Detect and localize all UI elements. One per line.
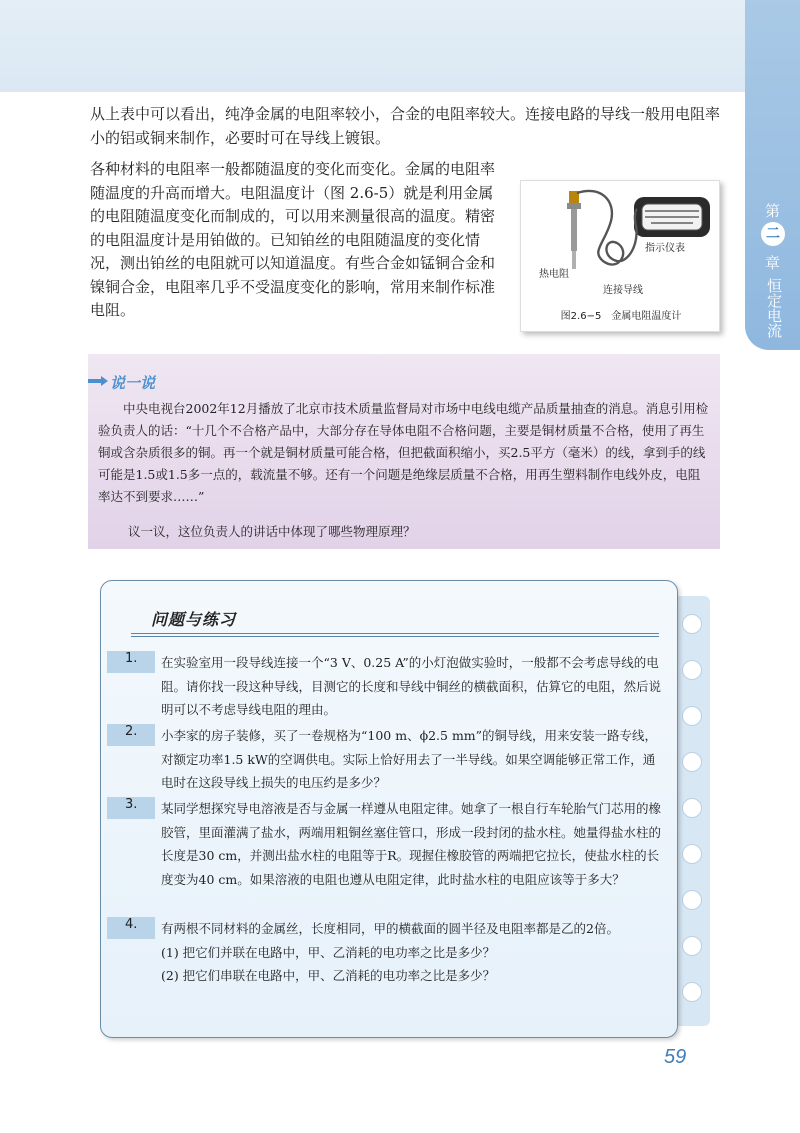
header-band [0,0,745,92]
ring-icon [682,752,702,772]
chapter-number: 二 [761,222,785,246]
label-wire: 连接导线 [603,285,643,296]
chapter-suffix: 章 [764,254,780,272]
ring-icon [682,936,702,956]
paragraph-2: 各种材料的电阻率一般都随温度的变化而变化。金属的电阻率随温度的升高而增大。电阻温度计（图 2.6-5）就是利用金属的电阻随温度变化而制成的，可以用来测量很高的温度。精密的电阻温度计是用铂做的。已知铂丝的电阻随温度的变化情况，测出铂丝的电阻就可以知道温度。有些合金如锰铜合金和镍铜合金，电阻率几乎不受温度变化的影响，常用来制作标准电阻。 [90,160,496,319]
label-meter: 指示仪表 [645,243,685,254]
exercise-title: 问题与练习 [151,610,237,629]
chapter-prefix: 第 [764,202,780,220]
talk-text: 中央电视台2002年12月播放了北京市技术质量监督局对市场中电线电缆产品质量抽查的消息。消息引用检验负责人的话：“十几个不合格产品中，大部分存在导体电阻不合格问题，主要是铜材质量不合格，使用了再生铜或含杂质很多的铜。再一个就是铜材质量可能合格，但把截面积缩小，买2.5平方（毫米）的线，拿到手的线可能是1.5或1.5多一点的，载流量不够。还有一个问题是绝缘层质量不合格，用再生塑料制作电线外皮，电阻率达不到要求……” [98,401,709,504]
question-text: 某同学想探究导电溶液是否与金属一样遵从电阻定律。她拿了一根自行车轮胎气门芯用的橡胶管，里面灌满了盐水，两端用粗铜丝塞住管口，形成一段封闭的盐水柱。她量得盐水柱的长度是30 cm，并测出盐水柱的电阻等于R。现握住橡胶管的两端把它拉长，使盐水柱的长度变为40 cm。如果溶液的电阻也遵从电阻定律，此时盐水柱的电阻应该等于多大？ [161,801,662,887]
title-rule [131,633,659,637]
question-number: 3. [125,797,138,812]
question-number: 2. [125,724,138,739]
paragraph-1: 从上表中可以看出，纯净金属的电阻率较小，合金的电阻率较大。连接电路的导线一般用电阻率小的铝或铜来制作，必要时可在导线上镀银。 [90,105,721,147]
talk-heading: 说一说 [110,374,156,392]
arrow-icon [88,376,108,386]
talk-question: 议一议，这位负责人的讲话中体现了哪些物理原理？ [128,524,416,539]
question-3 [107,797,667,915]
ring-icon [682,614,702,634]
ring-icon [682,660,702,680]
question-text: 在实验室用一段导线连接一个“3 V、0.25 A”的小灯泡做实验时，一般都不会考虑导线的电阻。请你找一段这种导线，目测它的长度和导线中铜丝的横截面积，估算它的电阻，然后说明可以不考虑导线电阻的理由。 [161,655,662,718]
ring-icon [682,798,702,818]
ring-icon [682,706,702,726]
chapter-side-tab[interactable] [745,0,800,350]
question-number: 4. [125,917,138,932]
question-2 [107,724,667,795]
question-number: 1. [125,651,138,666]
ring-icon [682,982,702,1002]
label-thermistor: 热电阻 [539,269,569,280]
question-4 [107,917,667,1017]
question-text: 小李家的房子装修，买了一卷规格为“100 m、ϕ2.5 mm”的铜导线，用来安装一路专线，对额定功率1.5 kW的空调供电。实际上恰好用去了一半导线。如果空调能够正常工作，通电时在这段导线上损失的电压约是多少？ [161,728,658,791]
figure-thermometer [520,180,720,332]
question-text: 有两根不同材料的金属丝，长度相同，甲的横截面的圆半径及电阻率都是乙的2倍。 (1) 把它们并联在电路中，甲、乙消耗的电功率之比是多少？ (2) 把它们串联在电路中，甲、乙消耗的电功率之比是多少？ [161,921,619,984]
question-1 [107,651,667,722]
chapter-title: 恒定电流 [765,278,783,338]
ring-icon [682,890,702,910]
binder-rings [674,596,710,1026]
ring-icon [682,844,702,864]
exercise-box [100,580,678,1038]
figure-caption: 图2.6−5 金属电阻温度计 [560,311,682,322]
talk-box [88,354,720,549]
page-number: 59 [664,1046,687,1068]
